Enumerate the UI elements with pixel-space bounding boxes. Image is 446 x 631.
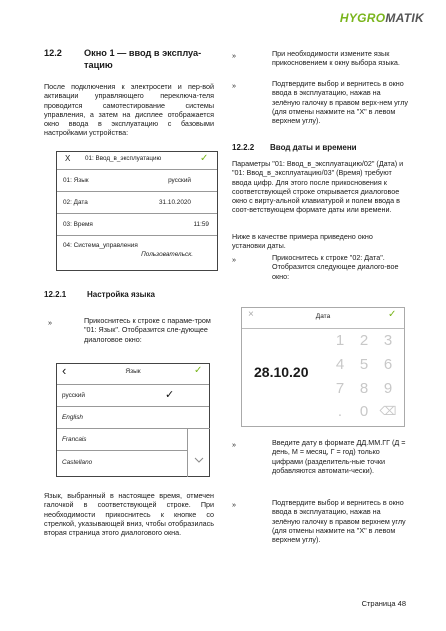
commissioning-dialog	[56, 151, 218, 271]
close-icon[interactable]: ×	[248, 309, 254, 320]
bullet-text: Прикоснитесь к строке с параме-тром "01: Язык". Отобразится сле-дующее диалоговое окно:	[84, 316, 211, 344]
key-3[interactable]: 3	[383, 332, 393, 349]
language-option[interactable]: Francais	[57, 428, 187, 451]
list-item-language[interactable]: 01: Язык русский	[57, 169, 217, 192]
bullet-marker: »	[232, 255, 236, 264]
selected-check-icon: ✓	[165, 389, 175, 401]
subsection-title: Ввод даты и времени	[270, 143, 357, 152]
key-1[interactable]: 1	[335, 332, 345, 349]
close-icon[interactable]: X	[65, 154, 71, 163]
date-dialog	[241, 307, 405, 427]
language-option[interactable]: Castellano	[57, 450, 187, 476]
backspace-icon[interactable]: ⌫	[379, 404, 397, 418]
example-paragraph: Ниже в качестве примера приведено окно установки даты.	[232, 232, 373, 251]
confirm-check-icon[interactable]: ✓	[200, 153, 209, 164]
bullet-text: Введите дату в формате ДД.ММ.ГГ (Д = день, М = месяц, Г = год) только цифрами (разделитель-ные точки добавляются автомати-чески).	[272, 438, 406, 475]
page-number: Страница 48	[361, 599, 406, 608]
key-9[interactable]: 9	[383, 380, 393, 397]
bullet-marker: »	[232, 81, 236, 90]
key-6[interactable]: 6	[383, 356, 393, 373]
list-item-control-system[interactable]: 04: Система_управления Пользовательск.	[57, 235, 217, 270]
section-number: 12.2	[44, 48, 62, 58]
bullet-text: Прикоснитесь к строке "02: Дата". Отобразится следующее диалого-вое окно:	[272, 253, 399, 281]
confirm-check-icon[interactable]: ✓	[388, 309, 397, 320]
bullet-marker: »	[48, 318, 52, 327]
dialog-title: 01: Ввод_в_эксплуатацию	[85, 155, 162, 162]
date-input-field[interactable]: 28.10.20	[254, 364, 309, 380]
bullet-text: Подтвердите выбор и вернитесь в окно ввода в эксплуатацию, нажав на зелёную галочку в правом верхнем углу (для отмены нажмите на "X" в левом верхнем углу).	[272, 498, 406, 545]
key-dot[interactable]: .	[337, 403, 343, 420]
chevron-down-icon	[194, 457, 204, 464]
bullet-text: При необходимости измените язык прикосновением к окну выбора языка.	[272, 49, 400, 68]
params-paragraph: Параметры "01: Ввод_в_эксплуатацию/02" (Дата) и "01: Ввод_в_эксплуатацию/03" (Время) требуют ввода цифр. Для этого после прикосновения к соответствующей строке открывается диалоговое окно с вирту-альной клавиатурой и полем ввода в соот-ветствующем формате даты или времени.	[232, 159, 404, 215]
list-item-date[interactable]: 02: Дата 31.10.2020	[57, 191, 217, 214]
confirm-check-icon[interactable]: ✓	[194, 365, 203, 376]
key-2[interactable]: 2	[359, 332, 369, 349]
key-4[interactable]: 4	[335, 356, 345, 373]
key-5[interactable]: 5	[359, 356, 369, 373]
section-title-line1: Окно 1 — ввод в эксплуа-	[84, 48, 202, 58]
key-0[interactable]: 0	[359, 403, 369, 420]
after-paragraph: Язык, выбранный в настоящее время, отмечен галочкой в соответствующей строке. При необходимости прикоснитесь к кнопке со стрелкой, указывающей вниз, чтобы отобразилась вторая страница этого диалогового окна.	[44, 491, 214, 538]
bullet-text: Подтвердите выбор и вернитесь в окно ввода в эксплуатацию, нажав на зелёную галочку в правом верх-нем углу (для отмены нажмите на "X" в левом верхнем углу).	[272, 79, 409, 126]
section-title-line2: тацию	[84, 60, 113, 70]
intro-paragraph: После подключения к электросети и пер-вой активации управляющего переключа-теля проводится самотестирование системы управления, а затем на дисплее отображается окно ввода в эксплуатацию с базовыми настройками устройства:	[44, 82, 214, 138]
subsection-number: 12.2.1	[44, 290, 67, 299]
language-option[interactable]: English	[57, 406, 209, 429]
bullet-marker: »	[232, 51, 236, 60]
back-arrow-icon[interactable]: ‹	[62, 363, 67, 378]
scroll-down-button[interactable]	[187, 428, 210, 477]
dialog-title: Дата	[315, 313, 331, 320]
bullet-marker: »	[232, 500, 236, 509]
key-8[interactable]: 8	[359, 380, 369, 397]
subsection-number: 12.2.2	[232, 143, 255, 152]
subsection-title: Настройка языка	[87, 290, 155, 299]
language-dialog	[56, 363, 210, 477]
list-item-time[interactable]: 03: Время 11:59	[57, 213, 217, 236]
dialog-title: Язык	[125, 368, 141, 375]
bullet-marker: »	[232, 440, 236, 449]
key-7[interactable]: 7	[335, 380, 345, 397]
brand-logo: HYGROMATIK	[339, 11, 424, 25]
language-option[interactable]: русский ✓	[57, 384, 209, 407]
